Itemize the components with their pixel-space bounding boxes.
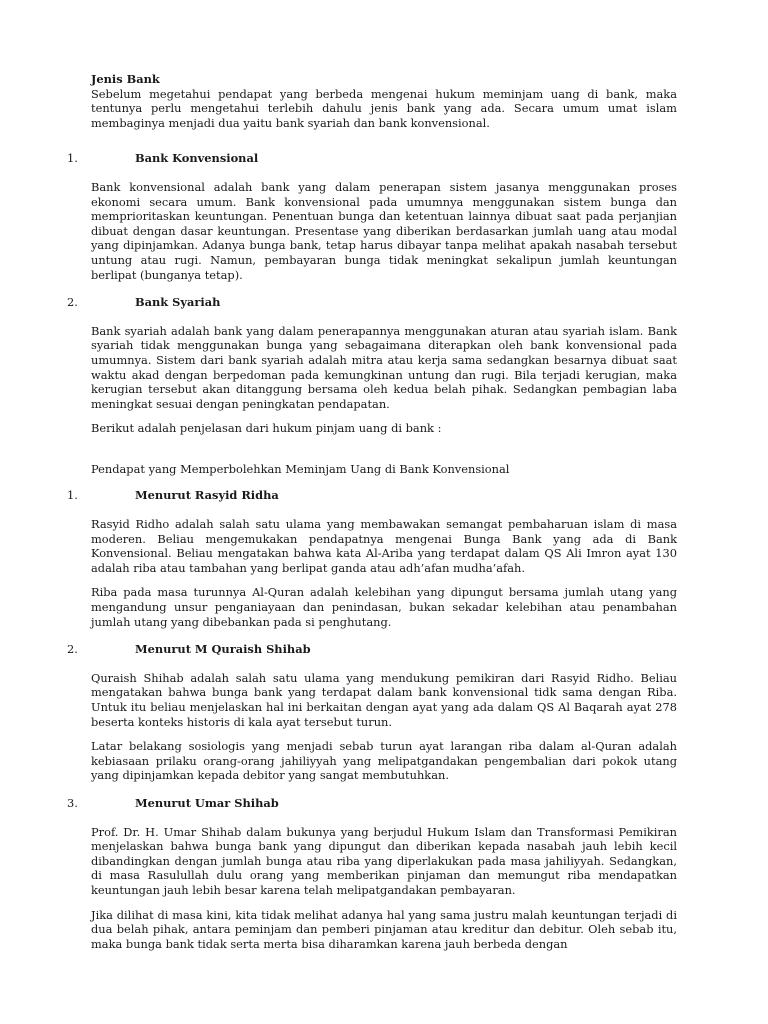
- paragraph: Berikut adalah penjelasan dari hukum pinjam uang di bank :: [91, 421, 442, 436]
- opinion-number: 2.: [67, 642, 78, 657]
- intro-paragraph: Sebelum megetahui pendapat yang berbeda mengenai hukum meminjam uang di bank, maka tentunya perlu mengetahui terlebih dahulu jenis bank yang ada. Secara umum umat islam membaginya menjadi dua yaitu bank syariah dan bank konvensional.: [91, 86, 677, 130]
- document-page: [67, 72, 677, 951]
- opinion-heading-umar-shihab: [67, 795, 677, 811]
- section-number: 1.: [67, 151, 78, 166]
- section-heading-bank-syariah: [67, 295, 677, 310]
- opinion-heading-rasyid-ridha: [67, 488, 677, 503]
- paragraph: Jika dilihat di masa kini, kita tidak melihat adanya hal yang sama justru malah keuntungan terjadi di dua belah pihak, antara peminjam dan pemberi pinjaman atau kreditur dan debitur. Oleh sebab itu, maka bunga bank tidak serta merta bisa diharamkan karena jauh berbeda dengan: [91, 907, 677, 951]
- paragraph: Rasyid Ridho adalah salah satu ulama yang membawakan semangat pembaharuan islam di masa moderen. Beliau mengemukakan pendapatnya mengenai Bunga Bank yang ada di Bank Konvensional. Beliau mengatakan bahwa kata Al-Ariba yang terdapat dalam QS Ali Imron ayat 130 adalah riba atau tambahan yang berlipat ganda atau adh’afan mudha’afah.: [91, 517, 677, 575]
- opinion-title: Menurut Umar Shihab: [135, 795, 279, 810]
- paragraph: Latar belakang sosiologis yang menjadi sebab turun ayat larangan riba dalam al-Quran adalah kebiasaan prilaku orang-orang jahiliyyah yang melipatgandakan pengembalian dari pokok utang yang dipinjamkan kepada debitor yang sangat membutuhkan.: [91, 739, 677, 783]
- opinion-heading-quraish-shihab: [67, 642, 677, 657]
- paragraph: Riba pada masa turunnya Al-Quran adalah kelebihan yang dipungut bersama jumlah utang yang mengandung unsur penganiayaan dan penindasan, bukan sekadar kelebihan atau penambahan jumlah utang yang dibebankan pada si penghutang.: [91, 585, 677, 629]
- opinion-number: 3.: [67, 795, 78, 810]
- section-heading-bank-konvensional: [67, 151, 677, 166]
- paragraph: Quraish Shihab adalah salah satu ulama yang mendukung pemikiran dari Rasyid Ridho. Beliau mengatakan bahwa bunga bank yang terdapat dalam bank konvensional tidk sama dengan Riba. Untuk itu beliau menjelaskan hal ini berkaitan dengan ayat yang ada dalam QS Al Baqarah ayat 278 beserta konteks historis di kala ayat tersebut turun.: [91, 670, 677, 729]
- paragraph: Bank konvensional adalah bank yang dalam penerapan sistem jasanya menggunakan proses ekonomi secara umum. Bank konvensional pada umumnya menggunakan sistem bunga dan memprioritaskan keuntungan. Penentuan bunga dan ketentuan lainnya dibuat saat pada perjanjian dibuat dengan dasar keuntungan. Presentase yang diberikan berdasarkan jumlah uang atau modal yang dipinjamkan. Adanya bunga bank, tetap harus dibayar tanpa melihat apakah nasabah tersebut untung atau rugi. Namun, pembayaran bunga tidak meningkat sekalipun jumlah keuntungan berlipat (bunganya tetap).: [91, 179, 677, 282]
- paragraph: Prof. Dr. H. Umar Shihab dalam bukunya yang berjudul Hukum Islam dan Transformasi Pemikiran menjelaskan bahwa bunga bank yang dipungut dan diberikan kepada nasabah jauh lebih kecil dibandingkan dengan jumlah bunga atau riba yang diperlakukan pada masa jahiliyyah. Sedangkan, di masa Rasulullah dulu orang yang memberikan pinjaman dan memungut riba mendapatkan keuntungan jauh lebih besar karena telah melipatgandakan pembayaran.: [91, 824, 677, 897]
- section-title: Bank Syariah: [135, 295, 221, 310]
- opinion-number: 1.: [67, 488, 78, 503]
- subheading: Pendapat yang Memperbolehkan Meminjam Uang di Bank Konvensional: [91, 461, 510, 476]
- opinion-title: Menurut M Quraish Shihab: [135, 642, 311, 657]
- paragraph: Bank syariah adalah bank yang dalam penerapannya menggunakan aturan atau syariah islam. Bank syariah tidak menggunakan bunga yang sebagaimana diterapkan oleh bank konvensional pada umumnya. Sistem dari bank syariah adalah mitra atau kerja sama sedangkan besarnya dibuat saat waktu akad dengan berpedoman pada kemungkinan untung dan rugi. Bila terjadi kerugian, maka kerugian tersebut akan ditanggung bersama oleh kedua belah pihak. Sedangkan pembagian laba meningkat sesuai dengan peningkatan pendapatan.: [91, 323, 677, 411]
- document-title: Jenis Bank: [91, 72, 160, 86]
- section-number: 2.: [67, 295, 78, 310]
- section-title: Bank Konvensional: [135, 151, 259, 166]
- opinion-title: Menurut Rasyid Ridha: [135, 488, 279, 503]
